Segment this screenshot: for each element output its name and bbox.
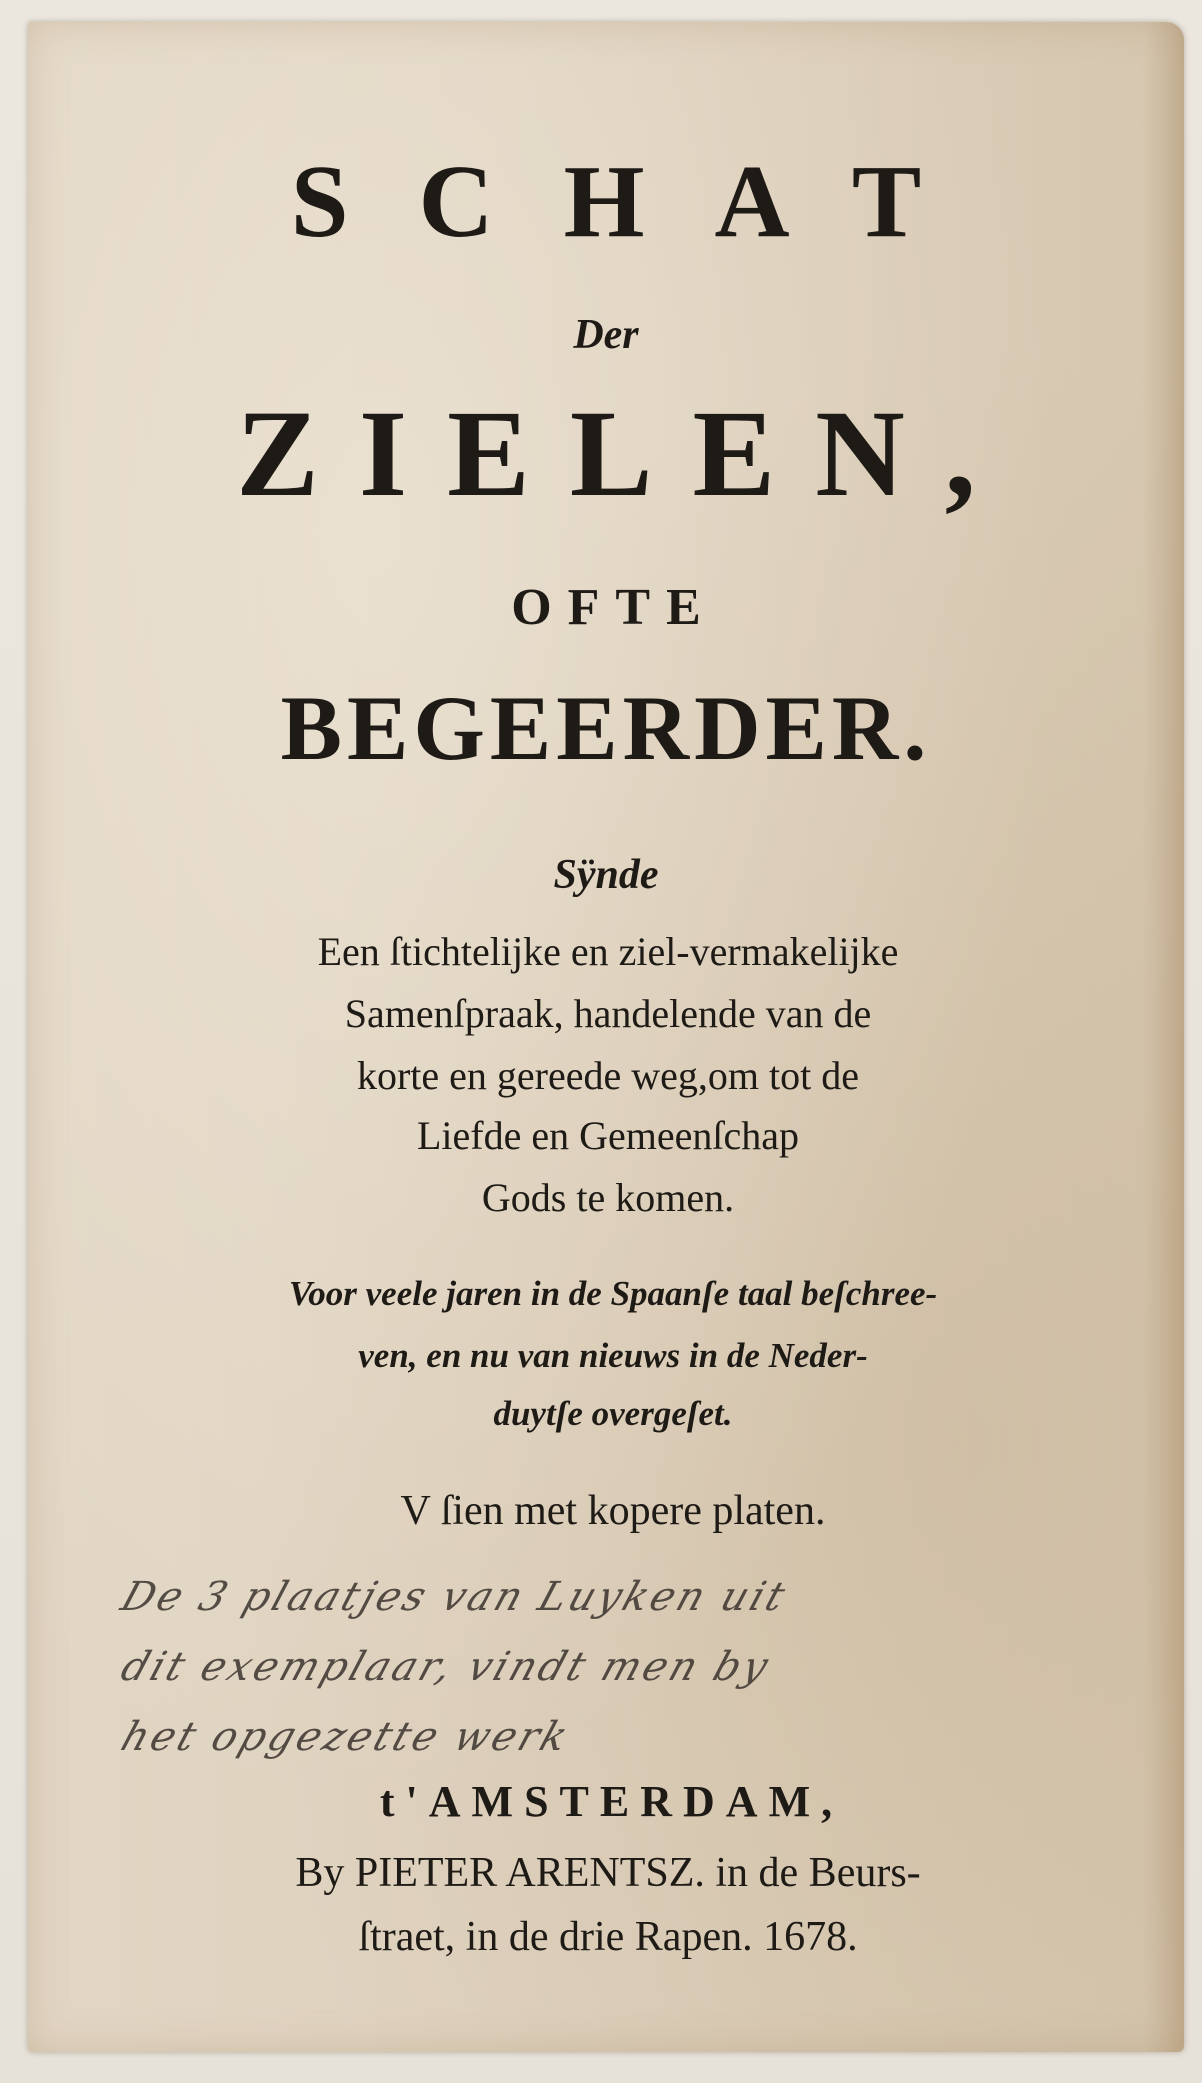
handwritten-note-line: dit exemplaar, vindt men by [115, 1644, 777, 1690]
title-word-der: Der [573, 312, 639, 358]
translation-note-line: Voor veele jaren in de Spaanſe taal beſchree- [288, 1274, 938, 1313]
translation-note-line: duytſe overgeſet. [493, 1394, 733, 1433]
description-line: Samenſpraak, handelende van de [344, 991, 872, 1036]
imprint-line: ſtraet, in de drie Rapen. 1678. [358, 1914, 858, 1960]
illustrations-note: V ſien met kopere platen. [400, 1488, 826, 1534]
translation-note-line: ven, en nu van nieuws in de Neder- [358, 1336, 868, 1375]
title-word-ofte: OFTE [511, 579, 717, 636]
handwritten-note-line: het opgezette werk [115, 1714, 577, 1760]
description-line: Liefde en Gemeenſchap [416, 1113, 799, 1158]
description-line: Gods te komen. [481, 1175, 735, 1220]
imprint-line: By PIETER ARENTSZ. in de Beurs- [295, 1850, 921, 1896]
title-page-sheet [28, 22, 1184, 2052]
subtitle-intro: Sÿnde [553, 852, 659, 898]
title-word-begeerder: BEGEERDER. [280, 677, 932, 779]
description-line: Een ſtichtelijke en ziel-vermakelijke [317, 929, 899, 974]
title-word-schat: SCHAT [290, 144, 992, 259]
description-line: korte en gereede weg,om tot de [356, 1053, 859, 1098]
title-word-zielen: ZIELEN, [236, 385, 1016, 522]
handwritten-note-line: De 3 plaatjes van Luyken uit [115, 1574, 794, 1620]
imprint-city: t'AMSTERDAM, [379, 1777, 844, 1826]
